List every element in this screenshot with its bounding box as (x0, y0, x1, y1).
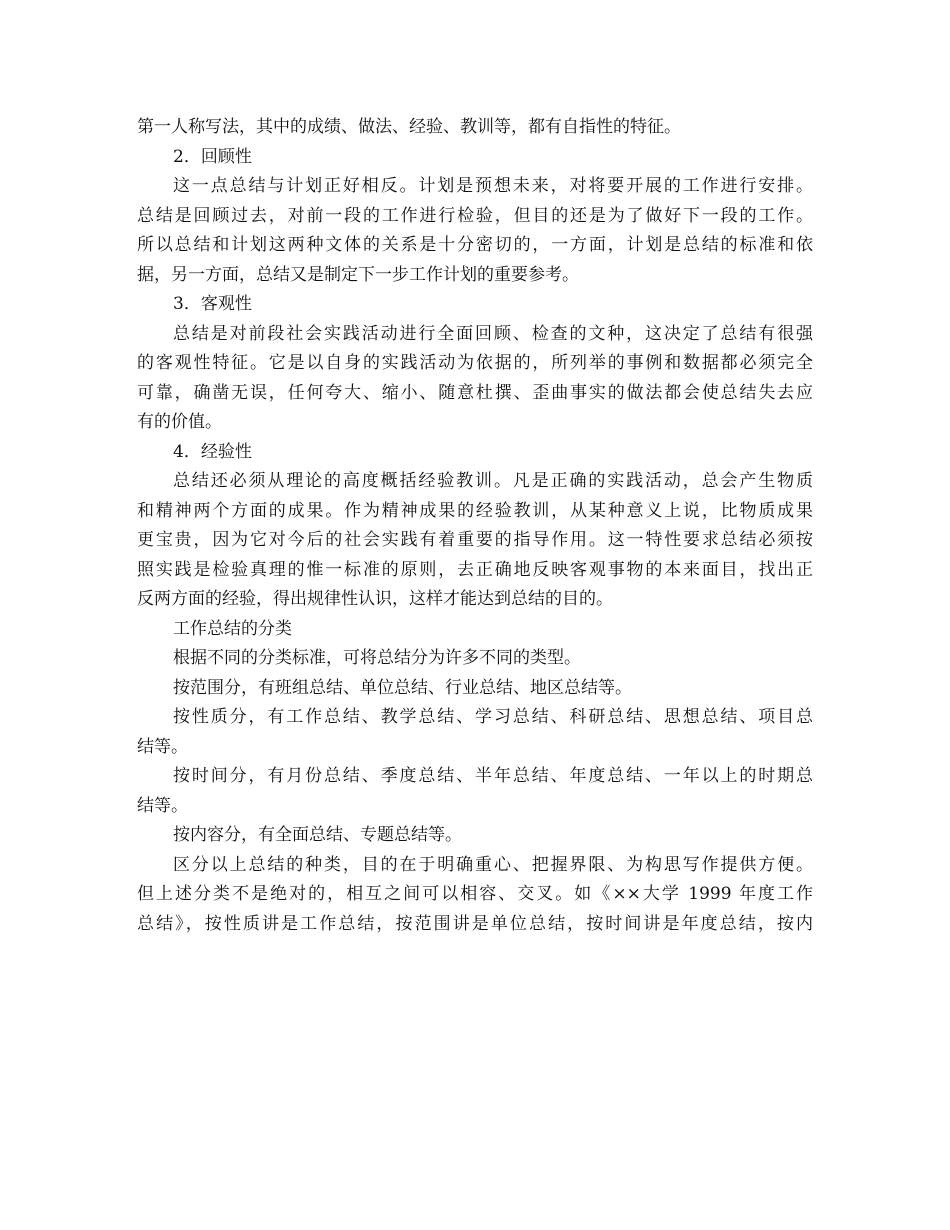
section-heading-classification: 工作总结的分类 (173, 618, 292, 639)
section-heading-retrospective: 2．回顾性 (173, 146, 252, 167)
body-line: 根据不同的分类标准，可将总结分为许多不同的类型。 (173, 648, 581, 668)
section-heading-experience: 4．经验性 (173, 441, 252, 462)
document-page (137, 113, 813, 939)
body-line: 反两方面的经验，得出规律性认识，这样才能达到总结的目的。 (137, 589, 613, 609)
section-heading-objectivity: 3．客观性 (173, 294, 252, 314)
body-line: 可靠，确凿无误，任何夸大、缩小、随意杜撰、歪曲事实的做法都会使总结失去应 (137, 382, 813, 403)
body-line: 但上述分类不是绝对的，相互之间可以相容、交叉。如《××大学 1999 年度工作 (137, 884, 813, 904)
body-line: 的客观性特征。它是以自身的实践活动为依据的，所列举的事例和数据都必须完全 (137, 353, 813, 373)
body-line: 结等。 (137, 795, 188, 816)
body-line: 照实践是检验真理的惟一标准的原则，去正确地反映客观事物的本来面目，找出正 (137, 559, 813, 580)
body-line: 这一点总结与计划正好相反。计划是预想未来，对将要开展的工作进行安排。 (173, 176, 813, 196)
body-line: 总结还必须从理论的高度概括经验教训。凡是正确的实践活动，总会产生物质 (173, 471, 813, 491)
body-line: 更宝贵，因为它对今后的社会实践有着重要的指导作用。这一特性要求总结必须按 (137, 530, 813, 550)
body-line: 总结是回顾过去，对前一段的工作进行检验，但目的还是为了做好下一段的工作。 (137, 205, 813, 226)
body-line: 据，另一方面，总结又是制定下一步工作计划的重要参考。 (137, 264, 579, 285)
body-line: 结等。 (137, 736, 188, 757)
body-line: 按时间分，有月份总结、季度总结、半年总结、年度总结、一年以上的时期总 (173, 766, 813, 786)
body-line: 按范围分，有班组总结、单位总结、行业总结、地区总结等。 (173, 677, 632, 698)
body-line: 第一人称写法，其中的成绩、做法、经验、教训等，都有自指性的特征。 (137, 117, 681, 137)
body-line: 和精神两个方面的成果。作为精神成果的经验教训，从某种意义上说，比物质成果 (137, 500, 813, 521)
body-line: 区分以上总结的种类，目的在于明确重心、把握界限、为构思写作提供方便。 (173, 854, 813, 875)
body-line: 按性质分，有工作总结、教学总结、学习总结、科研总结、思想总结、项目总 (173, 707, 813, 727)
body-line: 总结是对前段社会实践活动进行全面回顾、检查的文种，这决定了总结有很强 (173, 323, 813, 344)
body-line: 所以总结和计划这两种文体的关系是十分密切的，一方面，计划是总结的标准和依 (137, 235, 813, 255)
body-line: 按内容分，有全面总结、专题总结等。 (173, 825, 462, 845)
body-line: 总结》，按性质讲是工作总结，按范围讲是单位总结，按时间讲是年度总结，按内 (137, 913, 813, 934)
body-line: 有的价值。 (137, 412, 222, 432)
